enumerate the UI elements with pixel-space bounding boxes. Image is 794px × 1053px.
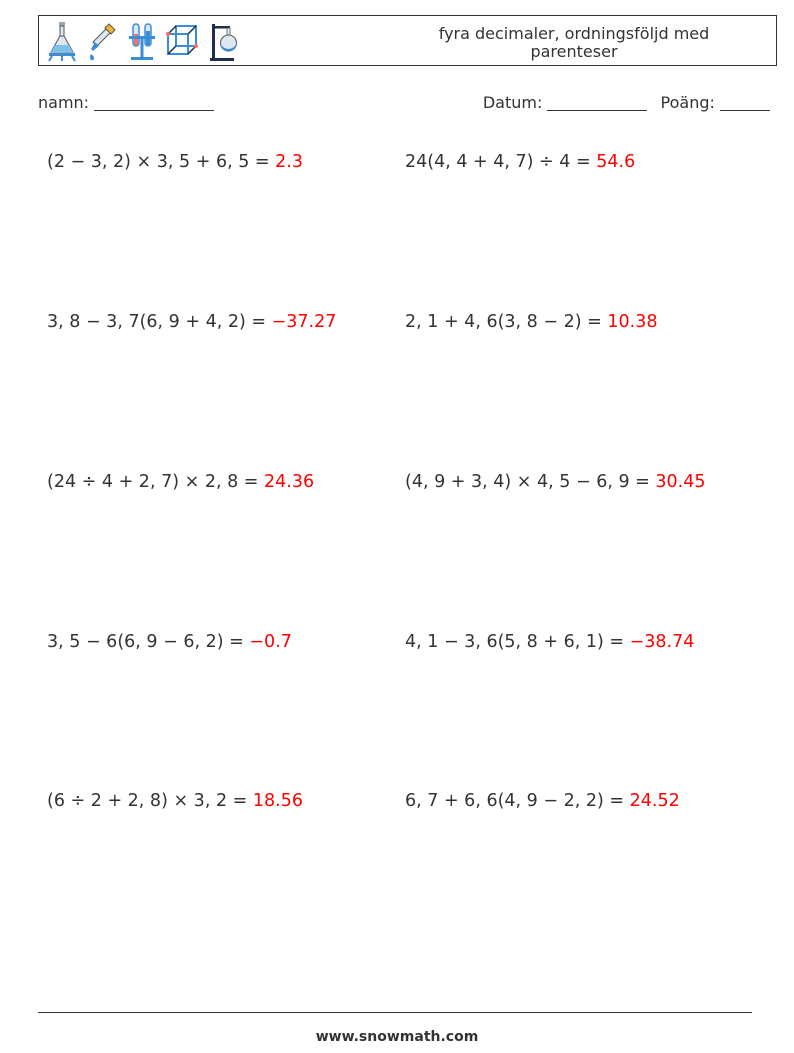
date-blank[interactable] bbox=[547, 94, 647, 111]
problem-8 bbox=[405, 632, 694, 652]
problem-answer: −0.7 bbox=[249, 632, 292, 652]
date-label: Datum: bbox=[482, 93, 543, 112]
problem-expression: 2, 1 + 4, 6(3, 8 − 2) = bbox=[405, 312, 602, 332]
dropper-icon bbox=[85, 20, 119, 62]
problem-expression: (4, 9 + 3, 4) × 4, 5 − 6, 9 = bbox=[405, 472, 650, 492]
problem-answer: 2.3 bbox=[275, 152, 303, 172]
problem-expression: 3, 5 − 6(6, 9 − 6, 2) = bbox=[47, 632, 244, 652]
test-tubes-icon bbox=[125, 20, 159, 62]
problem-expression: (24 ÷ 4 + 2, 7) × 2, 8 = bbox=[47, 472, 259, 492]
header-icons bbox=[45, 20, 239, 64]
retort-stand-icon bbox=[205, 20, 239, 62]
problem-expression: (2 − 3, 2) × 3, 5 + 6, 5 = bbox=[47, 152, 270, 172]
problem-6 bbox=[405, 472, 706, 492]
worksheet-header bbox=[38, 15, 777, 66]
problem-answer: 24.36 bbox=[264, 472, 315, 492]
score-blank[interactable] bbox=[720, 94, 770, 111]
problem-answer: 24.52 bbox=[629, 791, 680, 811]
problem-expression: (6 ÷ 2 + 2, 8) × 3, 2 = bbox=[47, 791, 248, 811]
problem-answer: 10.38 bbox=[607, 312, 658, 332]
problem-2 bbox=[405, 152, 635, 172]
problem-answer: 54.6 bbox=[596, 152, 636, 172]
problem-expression: 24(4, 4 + 4, 7) ÷ 4 = bbox=[405, 152, 591, 172]
problem-3 bbox=[47, 312, 336, 332]
problem-expression: 6, 7 + 6, 6(4, 9 − 2, 2) = bbox=[405, 791, 625, 811]
date-score-fields bbox=[483, 93, 770, 112]
problem-expression: 4, 1 − 3, 6(5, 8 + 6, 1) = bbox=[405, 632, 625, 652]
problem-expression: 3, 8 − 3, 7(6, 9 + 4, 2) = bbox=[47, 312, 267, 332]
name-blank[interactable] bbox=[94, 94, 214, 111]
cube-frame-icon bbox=[165, 20, 199, 62]
problem-4 bbox=[405, 312, 657, 332]
footer-divider bbox=[38, 1012, 752, 1013]
worksheet-title: fyra decimaler, ordningsföljd med parenteser bbox=[438, 24, 710, 61]
problem-answer: −37.27 bbox=[271, 312, 337, 332]
flask-stand-icon bbox=[45, 20, 79, 62]
name-label: namn: bbox=[38, 93, 90, 112]
problem-answer: 30.45 bbox=[655, 472, 706, 492]
problem-9 bbox=[47, 791, 303, 811]
problem-answer: 18.56 bbox=[252, 791, 303, 811]
footer-url[interactable]: www.snowmath.com bbox=[315, 1029, 479, 1045]
name-field bbox=[38, 93, 214, 112]
problem-10 bbox=[405, 791, 680, 811]
score-label: Poäng: bbox=[660, 93, 715, 112]
problem-1 bbox=[47, 152, 303, 172]
problem-7 bbox=[47, 632, 292, 652]
problem-5 bbox=[47, 472, 314, 492]
problem-answer: −38.74 bbox=[629, 632, 695, 652]
